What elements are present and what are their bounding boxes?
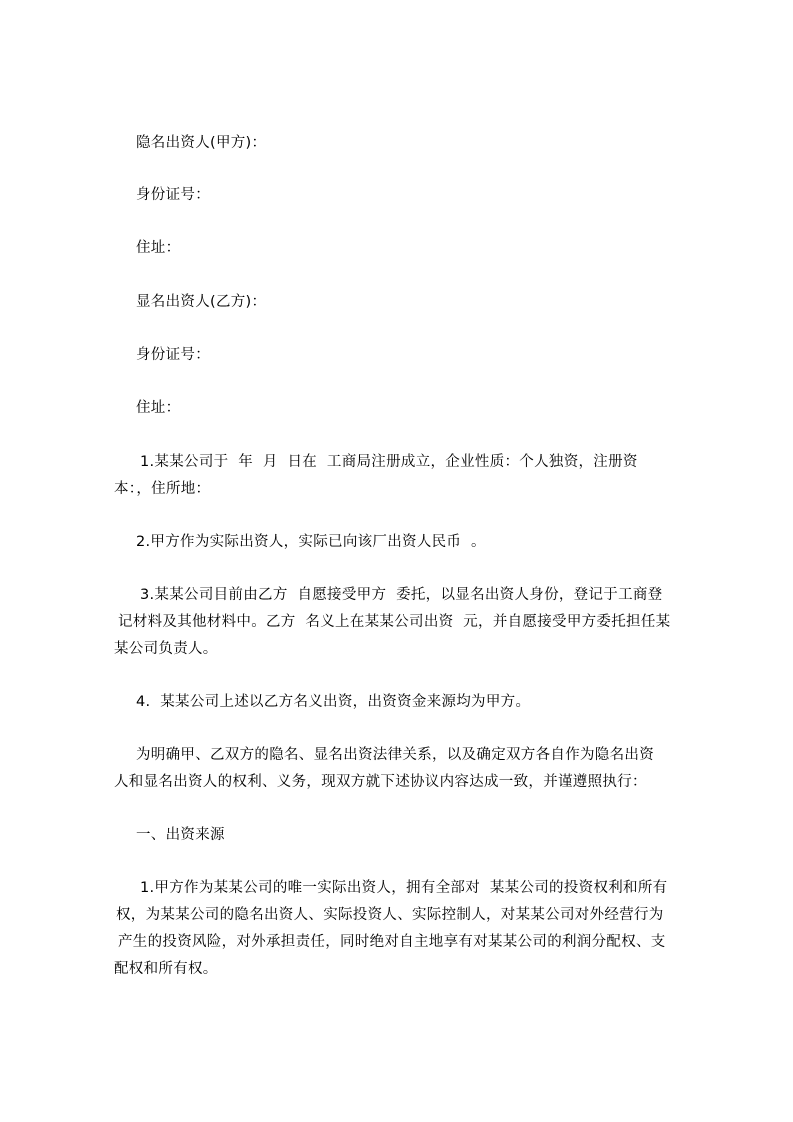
- clause-3-line-1: 3.某某公司目前由乙方 自愿接受甲方 委托，以显名出资人身份，登记于工商登: [140, 587, 663, 603]
- party-b-label: 显名出资人(乙方)：: [136, 294, 267, 310]
- purpose-line-2: 人和显名出资人的权利、义务，现双方就下述协议内容达成一致，并谨遵照执行：: [114, 774, 647, 790]
- party-a-id-label: 身份证号：: [136, 187, 210, 203]
- section-title: 一、出资来源: [136, 827, 225, 843]
- section-clause-1-line-2: 权，为某某公司的隐名出资人、实际投资人、实际控制人，对某某公司对外经营行为: [116, 907, 664, 923]
- purpose-line-1: 为明确甲、乙双方的隐名、显名出资法律关系，以及确定双方各自作为隐名出资: [136, 747, 654, 763]
- party-a-label: 隐名出资人(甲方)：: [136, 135, 267, 151]
- clause-1-line-2: 本：，住所地：: [114, 481, 211, 497]
- clause-1-line-1: 1.某某公司于 年 月 日在 工商局注册成立，企业性质：个人独资，注册资: [140, 454, 638, 470]
- clause-4-line-1: 4. 某某公司上述以乙方名义出资，出资资金来源均为甲方。: [136, 694, 531, 710]
- party-b-address-label: 住址：: [136, 400, 181, 416]
- party-b-id-label: 身份证号：: [136, 347, 210, 363]
- clause-3-line-2: 记材料及其他材料中。乙方 名义上在某某公司出资 元，并自愿接受甲方委托担任某: [118, 614, 671, 630]
- clause-3-line-3: 某公司负责人。: [114, 641, 218, 657]
- party-a-address-label: 住址：: [136, 240, 181, 256]
- section-clause-1-line-3: 产生的投资风险，对外承担责任，同时绝对自主地享有对某某公司的利润分配权、支: [118, 934, 666, 950]
- clause-2-line-1: 2.甲方作为实际出资人，实际已向该厂出资人民币 。: [136, 534, 486, 550]
- section-clause-1-line-4: 配权和所有权。: [114, 961, 218, 977]
- section-clause-1-line-1: 1.甲方作为某某公司的唯一实际出资人，拥有全部对 某某公司的投资权利和所有: [140, 880, 668, 896]
